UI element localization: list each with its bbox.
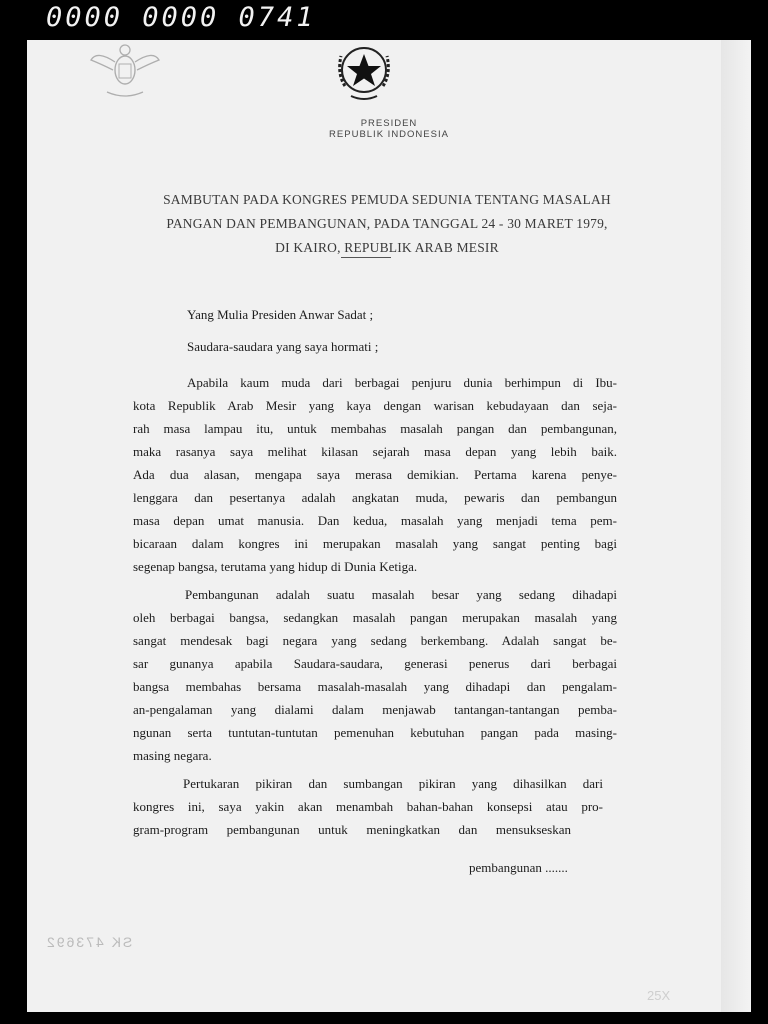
microfilm-frame-number: 0000 0000 0741 bbox=[46, 2, 316, 33]
body-line: sar gunanya apabila Saudara-saudara, generasi penerus dari berbagai bbox=[133, 656, 617, 671]
continuation-note: pembangunan ....... bbox=[469, 860, 568, 875]
body-line: Apabila kaum muda dari berbagai penjuru dunia berhimpun di Ibu- bbox=[187, 375, 617, 390]
body-line: gram-program pembangunan untuk meningkatkan dan mensukseskan bbox=[133, 822, 571, 837]
body-line: sangat mendesak bagi negara yang sedang berkembang. Adalah sangat be- bbox=[133, 633, 617, 648]
body-line: Pertukaran pikiran dan sumbangan pikiran yang dihasilkan dari bbox=[183, 776, 603, 791]
corner-mark: 25X bbox=[647, 988, 671, 1003]
presidential-seal-icon bbox=[321, 40, 407, 104]
body-line: bicaraan dalam kongres ini merupakan masalah yang sangat penting bagi bbox=[133, 536, 617, 551]
body-line: lenggara dan pesertanya adalah angkatan muda, pewaris dan pembangun bbox=[133, 490, 617, 505]
garuda-emblem-icon bbox=[87, 40, 163, 102]
archive-stamp: SK 473692 bbox=[45, 934, 133, 950]
body-line: maka rasanya saya melihat kilasan sejarah masa depan yang lebih baik. bbox=[133, 444, 617, 459]
body-line: oleh berbagai bangsa, sedangkan masalah pangan merupakan masalah yang bbox=[133, 610, 617, 625]
document-page bbox=[27, 40, 751, 1012]
title-line: PANGAN DAN PEMBANGUNAN, PADA TANGGAL 24 - 30 MARET 1979, bbox=[166, 216, 608, 231]
title-underline bbox=[341, 257, 391, 258]
body-line: kongres ini, saya yakin akan menambah bahan-bahan konsepsi atau pro- bbox=[133, 799, 603, 814]
body-line: Ada dua alasan, mengapa saya merasa demikian. Pertama karena penye- bbox=[133, 467, 617, 482]
body-line: kota Republik Arab Mesir yang kaya dengan warisan kebudayaan dan seja- bbox=[133, 398, 617, 413]
letterhead-republik: REPUBLIK INDONESIA bbox=[329, 129, 449, 140]
salutation-line: Saudara-saudara yang saya hormati ; bbox=[187, 339, 379, 354]
body-line: an-pengalaman yang dialami dalam menjawab tantangan-tantangan pemba- bbox=[133, 702, 617, 717]
title-line: DI KAIRO, REPUBLIK ARAB MESIR bbox=[275, 240, 499, 255]
body-line: Pembangunan adalah suatu masalah besar yang sedang dihadapi bbox=[185, 587, 617, 602]
title-line: SAMBUTAN PADA KONGRES PEMUDA SEDUNIA TENTANG MASALAH bbox=[163, 192, 611, 207]
body-line: ngunan serta tuntutan-tuntutan pemenuhan kebutuhan pangan pada masing- bbox=[133, 725, 617, 740]
body-line: rah masa lampau itu, untuk membahas masalah pangan dan pembangunan, bbox=[133, 421, 617, 436]
body-line: bangsa membahas bersama masalah-masalah yang dihadapi dan pengalam- bbox=[133, 679, 617, 694]
salutation-line: Yang Mulia Presiden Anwar Sadat ; bbox=[187, 307, 374, 322]
speech-title bbox=[117, 188, 657, 260]
letterhead-presiden: PRESIDEN bbox=[360, 118, 418, 129]
body-line: segenap bangsa, terutama yang hidup di Dunia Ketiga. bbox=[133, 559, 418, 574]
body-line: masing negara. bbox=[133, 748, 212, 763]
body-line: masa depan umat manusia. Dan kedua, masalah yang menjadi tema pem- bbox=[133, 513, 617, 528]
